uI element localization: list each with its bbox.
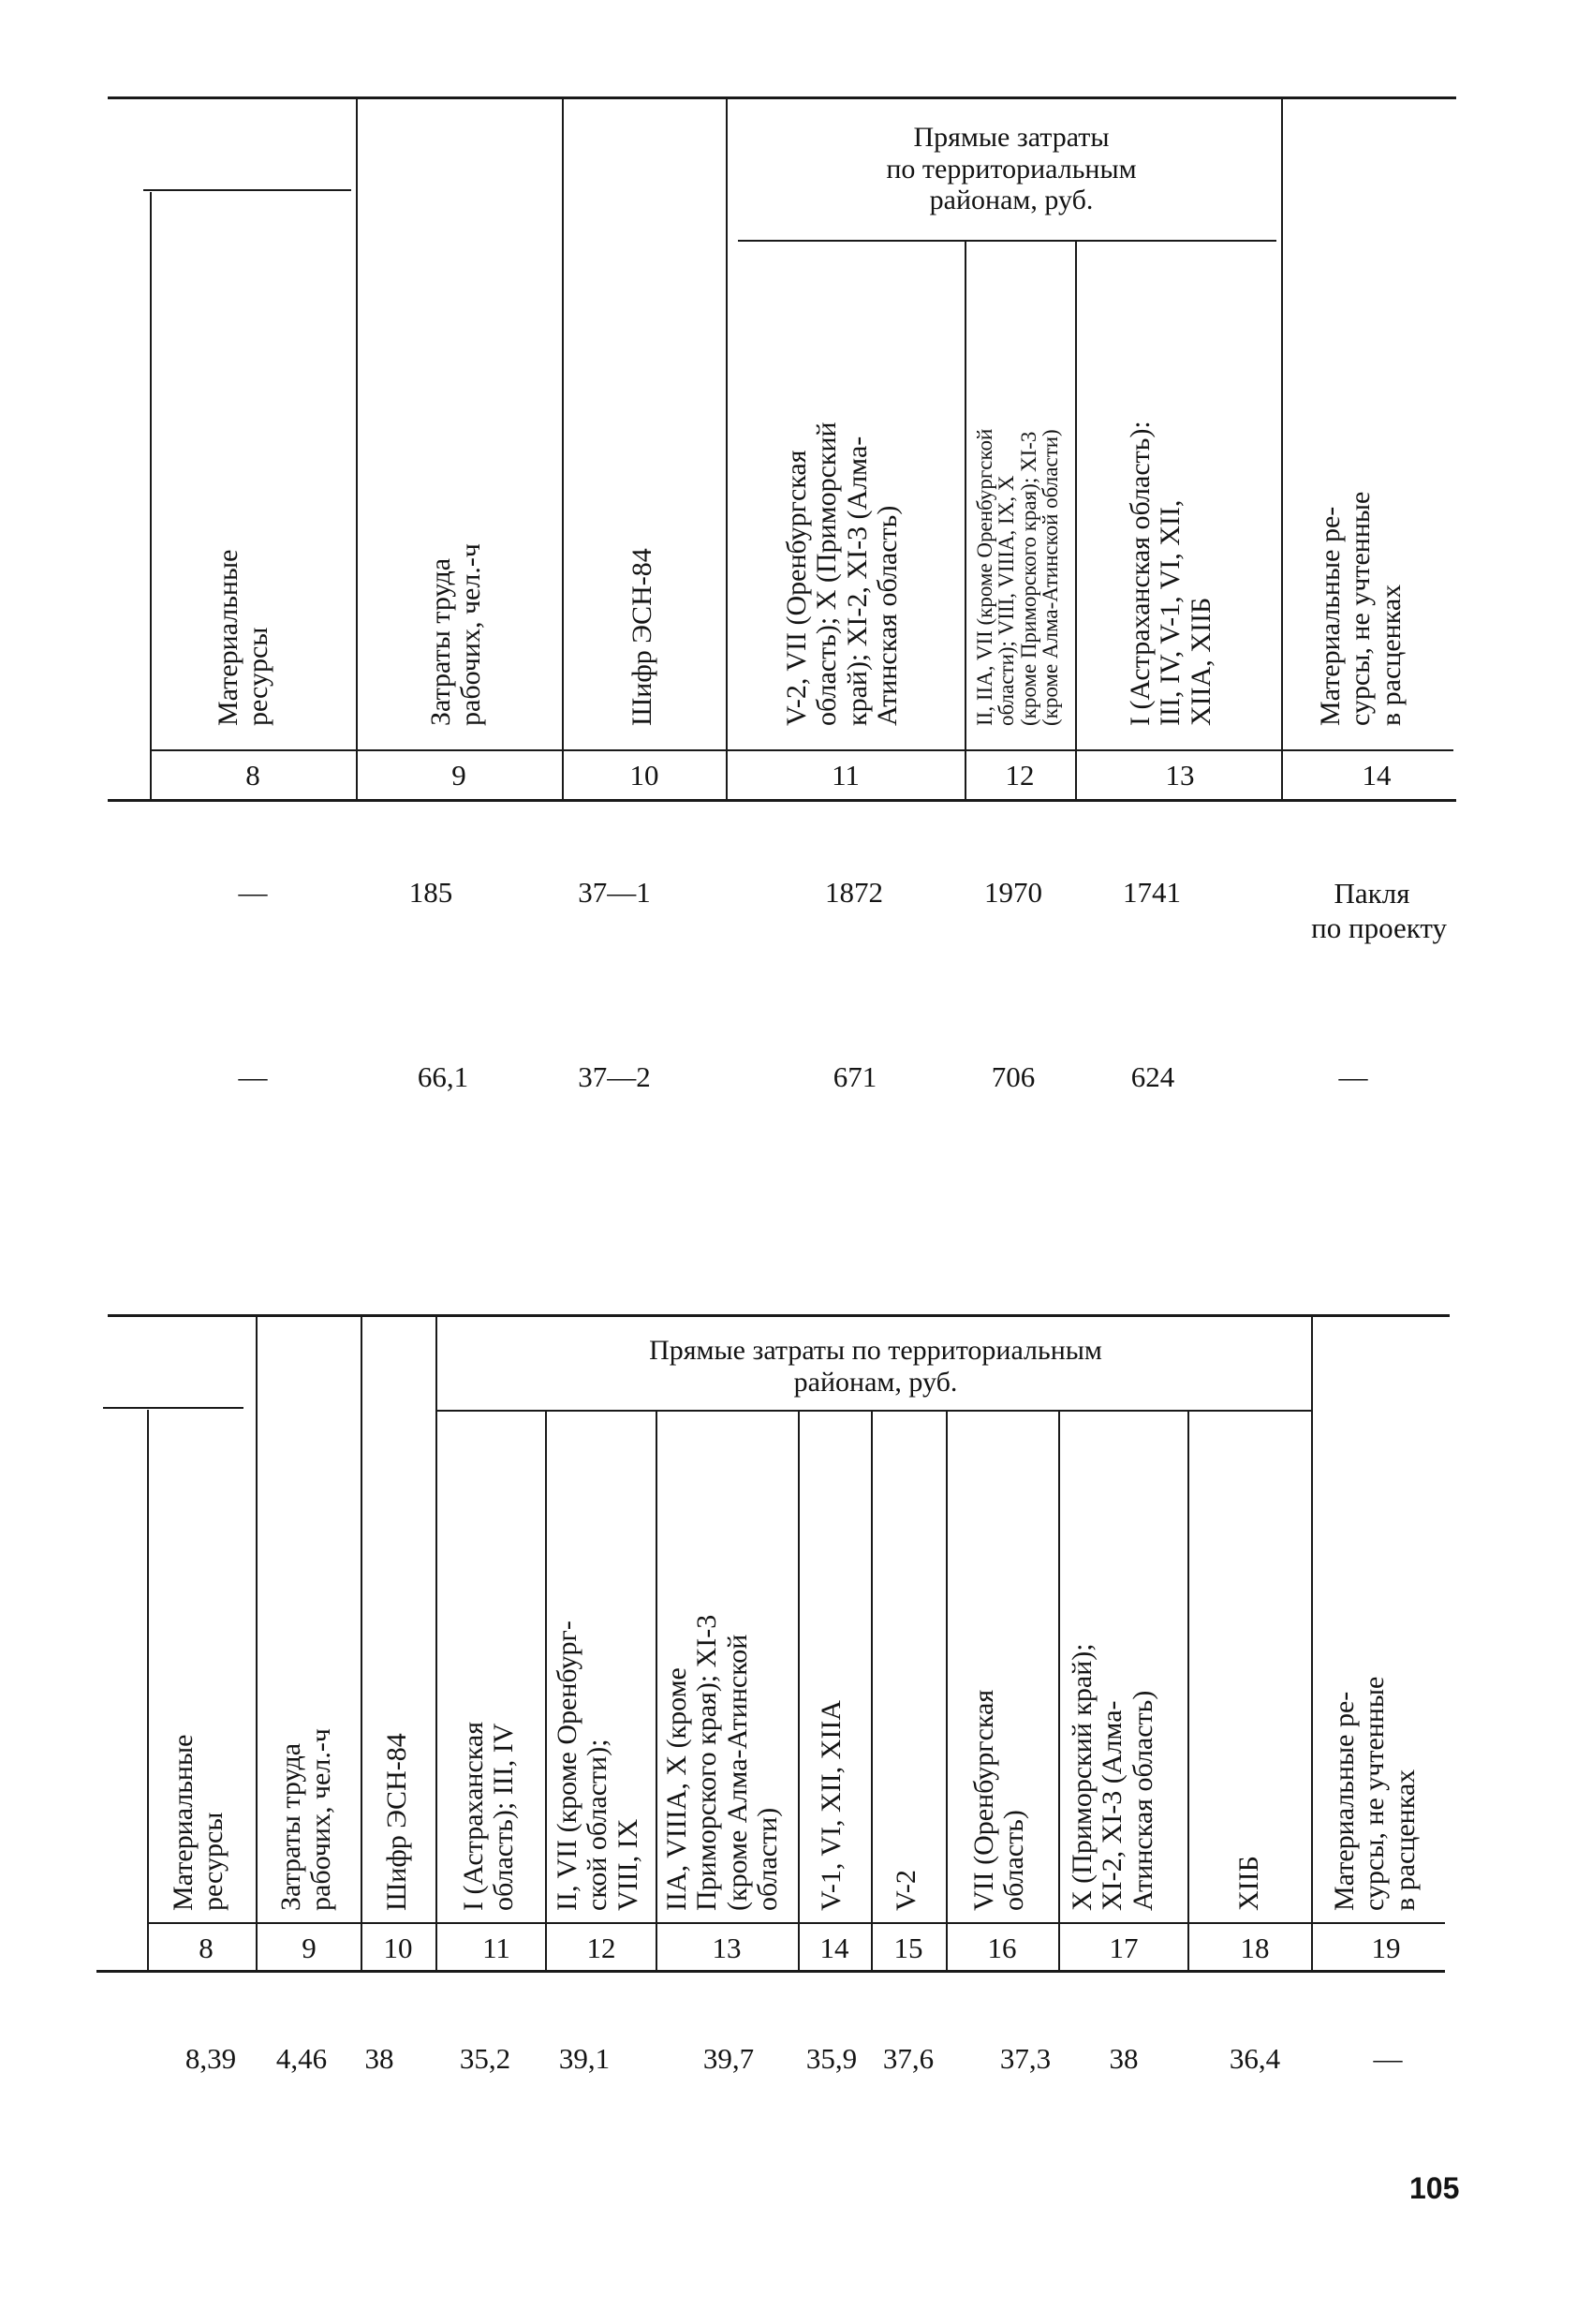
table2-header-col13: IIA, VIIIA, X (кроме Приморского края); XI-3 (кроме Алма-Атинской области)	[661, 1614, 784, 1911]
page-number: 105	[1409, 2171, 1460, 2205]
table2-header-col18: XIIБ	[1233, 1856, 1264, 1911]
table1-header-col14: Материальные ре- сурсы, не учтенные в расценках	[1315, 491, 1407, 726]
table1-header-materials: Материальные ресурсы	[213, 549, 274, 726]
table1-header-col12: II, IIA, VII (кроме Оренбургской области); VIII, VIIIA, IX, X (кроме Приморского края); XI-3 (кроме Алма-Атинской области)	[973, 428, 1063, 726]
table2-header-labor: Затраты труда рабочих, чел.-ч	[275, 1728, 337, 1911]
table1-header-code: Шифр ЭСН-84	[626, 548, 657, 726]
table1-colnum-13: 13	[1165, 759, 1195, 792]
table2-group-header: Прямые затраты по территориальным районам, руб.	[649, 1335, 1102, 1398]
table1-header-col13: I (Астраханская область): III, IV, V-1, VI, XII, XIIA, XIIБ	[1125, 421, 1216, 726]
table2-header-col17: X (Приморский край); XI-2, XI-3 (Алма- Атинская область)	[1067, 1643, 1158, 1911]
table1-colnum-10: 10	[629, 759, 659, 792]
table1-colnum-8: 8	[245, 759, 260, 792]
table2-header-col19: Материальные ре- сурсы, не учтенные в расценках	[1329, 1676, 1421, 1911]
table1-group-header: Прямые затраты по территориальным районам, руб.	[886, 122, 1137, 216]
table1-top-rule	[108, 96, 1456, 99]
table2-colnum-11: 11	[482, 1932, 510, 1964]
table2-colnum-12: 12	[586, 1932, 616, 1964]
table1-colnum-14: 14	[1362, 759, 1392, 792]
table2-header-code: Шифр ЭСН-84	[381, 1733, 412, 1911]
table2-header-col16: VII (Оренбургская область)	[968, 1689, 1030, 1911]
document-page: Прямые затраты по территориальным районам, руб. Материальные ресурсы Затраты труда рабочих, чел.-ч Шифр ЭСН-84 V-2, VII (Оренбургская область); X (Приморский край); XI-2, XI-3 (Алма- Атинская область) II, IIA, VII (кроме Оренбургской области); VIII, VIIIA, IX, X (кроме Приморского края); XI-3 (кроме Алма-Атинской области) I (Астраханская область): III, IV, V-1, VI, XII, XIIA, XIIБ Материальные ре- сурсы, не учтенные в расценках 8 9 10 11 12 13 14 — 185 37—1 1872 1970 1741 Пакля по проекту — 66,1 37—2 671 706 624 — Прямые затраты по территориальным районам, руб. Материальные ресурсы Затраты труда рабочих, чел.-ч Шифр ЭСН-84 I (Астраханская область); III, IV II, VII (кроме Оренбург- ской области); VIII, IX IIA, VIIIA, X (кроме Приморского края); XI-3 (кроме Алма-Атинской области) V-1, VI, XII, XIIA V-2 VII (Оренбургская область) X (Приморский край); XI-2, XI-3 (Алма- Атинская область) XIIБ Материальные ре- сурсы, не учтенные в расценках 8 9 10 11 12 13 14 15 16 17 18 19 8,39 4,46 38 35,2 39,1 39,7 35,9 37,6 37,3 38 36,4 — 105	[0, 0, 1592, 2324]
table1-header-col11: V-2, VII (Оренбургская область); X (Приморский край); XI-2, XI-3 (Алма- Атинская область)	[781, 422, 904, 726]
table2-top-rule	[108, 1314, 1450, 1317]
table2-colnum-10: 10	[383, 1932, 413, 1964]
table2-colnum-18: 18	[1240, 1932, 1270, 1964]
table2-header-col14: V-1, VI, XII, XIIA	[816, 1700, 847, 1911]
table2-header-col15: V-2	[891, 1870, 921, 1911]
table1-header-subrule	[143, 189, 351, 191]
table2-header-col11: I (Астраханская область); III, IV	[458, 1721, 520, 1911]
table2-colnum-8: 8	[199, 1932, 214, 1964]
table1-header-labor: Затраты труда рабочих, чел.-ч	[425, 543, 487, 726]
table1-colnum-9: 9	[451, 759, 466, 792]
table2-colnum-9: 9	[302, 1932, 317, 1964]
table2-group-rule	[437, 1410, 1311, 1412]
table2-colnum-17: 17	[1109, 1932, 1139, 1964]
table2-numbers-rule	[148, 1922, 1445, 1924]
table1-numbers-rule	[152, 749, 1453, 751]
table2-body-rule	[96, 1970, 1445, 1973]
table1-body-rule	[108, 799, 1456, 802]
table1-group-rule	[738, 240, 1276, 242]
table2-header-subrule	[103, 1407, 243, 1409]
table1-colnum-11: 11	[832, 759, 860, 792]
table2-colnum-16: 16	[987, 1932, 1017, 1964]
table2-header-col12: II, VII (кроме Оренбург- ской области); VIII, IX	[552, 1621, 643, 1911]
table2-colnum-19: 19	[1371, 1932, 1401, 1964]
table2-colnum-15: 15	[893, 1932, 923, 1964]
table2-colnum-13: 13	[712, 1932, 742, 1964]
table1-colnum-12: 12	[1005, 759, 1035, 792]
table2-header-materials: Материальные ресурсы	[168, 1734, 229, 1911]
table2-colnum-14: 14	[819, 1932, 849, 1964]
